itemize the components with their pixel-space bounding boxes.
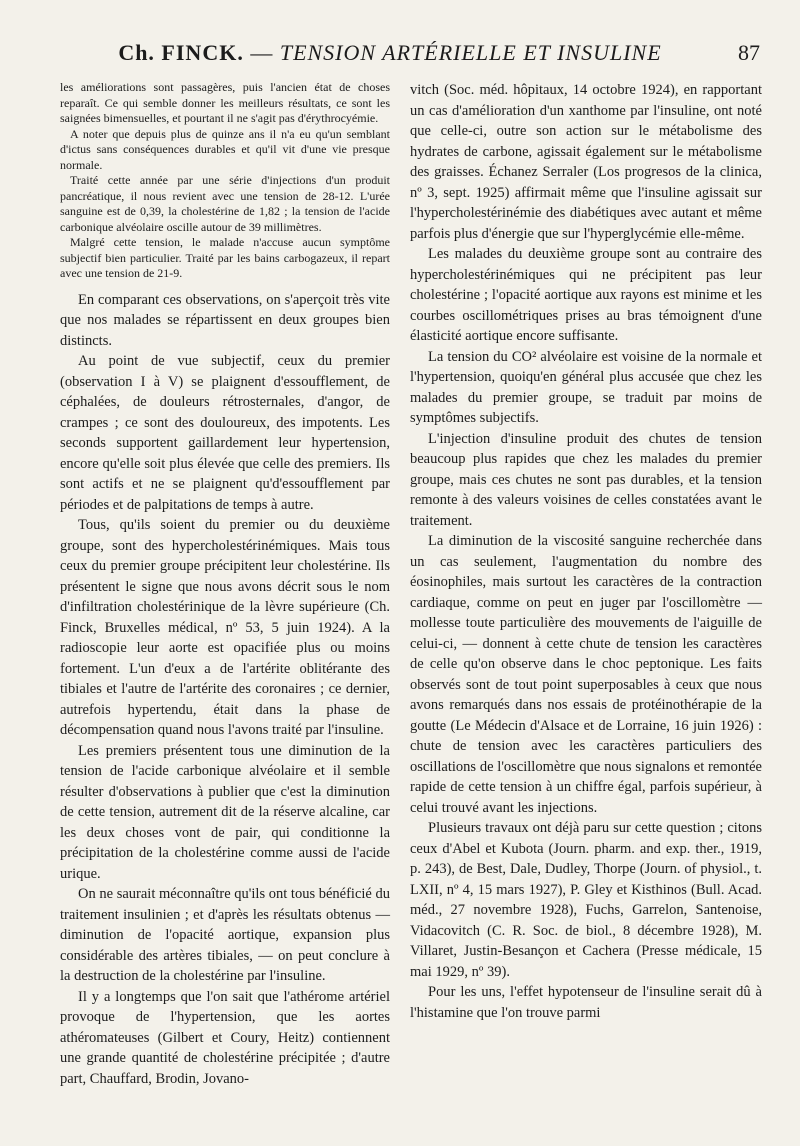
body-paragraph: Au point de vue subjectif, ceux du premier (observation I à V) se plaignent d'essoufflement, de céphalées, de douleurs rétrosternales, d'angor, de crampes ; ce sont des douloureux, des impotents. Les seconds supportent gaillardement leur hypertension, encore qu'elle soit plus élevée que celle des premiers. Ils sont actifs et ne se plaignent qu'd'essoufflement par périodes et de palpitations de temps à autre. bbox=[60, 353, 390, 513]
body-paragraph: Les malades du deuxième groupe sont au contraire des hypercholestérinémiques qui ne précipitent pas leur cholestérine ; l'opacité aortique aux rayons est minime et les courbes oscillométriques prises au bras témoignent d'une élasticité aortique encore suffisante. bbox=[410, 246, 762, 344]
body-paragraph: On ne saurait méconnaître qu'ils ont tous bénéficié du traitement insulinien ; et d'après les résultats obtenus — diminution de l'opacité aortique, expansion plus considérable des artères tibiales, — on peut conclure à la destruction de la cholestérine par l'insuline. bbox=[60, 886, 390, 984]
case-report-block bbox=[60, 80, 390, 282]
body-paragraph: Plusieurs travaux ont déjà paru sur cette question ; citons ceux d'Abel et Kubota (Journ. pharm. and exp. ther., 1919, p. 243), de Best, Dale, Dudley, Thorpe (Journ. of physiol., t. LXII, nº 4, 15 mars 1927), P. Gley et Kisthinos (Bull. Acad. méd., 27 novembre 1928), Fuchs, Garrelon, Santenoise, Vidacovitch (C. R. Soc. de biol., 8 décembre 1928), M. Villaret, Justin-Besançon et Cachera (Presse médicale, 15 mai 1929, nº 39). bbox=[410, 820, 762, 980]
body-paragraph: Il y a longtemps que l'on sait que l'athérome artériel provoque de l'hypertension, que les aortes athéromateuses (Gilbert et Coury, Heitz) contiennent une grande quantité de cholestérine précipitée ; d'autre part, Chauffard, Brodin, Jovano- bbox=[60, 988, 390, 1087]
left-column bbox=[60, 80, 390, 1089]
page-number: 87 bbox=[738, 40, 760, 65]
body-paragraph: Les premiers présentent tous une diminution de la tension de l'acide carbonique alvéolaire et il semble résulter d'observations à publier que c'est la diminution de cette tension, autrement dit de la réserve alcaline, car les deux choses vont de pair, qui conditionne la précipitation de la cholestérine comme aussi de l'acide urique. bbox=[60, 742, 390, 882]
body-paragraph: vitch (Soc. méd. hôpitaux, 14 octobre 1924), en rapportant un cas d'amélioration d'un xanthome par l'insuline, ont noté que celle-ci, outre son action sur le métabolisme des hydrates de carbone, agissait également sur le métabolisme des graisses. Échanez Serraler (Los progresos de la clinica, nº 3, sept. 1925) affirmait même que l'insuline agissait sur l'hypercholestérinémie des diabétiques avec autant et même parfois plus d'énergie que sur l'hyperglycémie elle-même. bbox=[410, 82, 762, 242]
header-topic: TENSION ARTÉRIELLE ET INSULINE bbox=[279, 40, 662, 65]
header-title bbox=[60, 40, 720, 66]
header-author: Ch. FINCK. bbox=[118, 40, 244, 65]
left-body-text bbox=[60, 290, 390, 1090]
small-paragraph: A noter que depuis plus de quinze ans il n'a eu qu'un semblant d'ictus sans conséquences durables et qu'il vit d'une vie presque normale. bbox=[60, 126, 390, 172]
body-paragraph: La tension du CO² alvéolaire est voisine de la normale et l'hypertension, quoiqu'en général plus accusée que chez les malades du premier groupe, se traduit par moins de symptômes subjectifs. bbox=[410, 348, 762, 426]
header-dash: — bbox=[243, 40, 280, 65]
small-paragraph: Traité cette année par une série d'injections d'un produit pancréatique, il nous revient avec une tension de 28-12. L'urée sanguine est de 0,39, la cholestérine de 1,82 ; la tension de l'acide carbonique alvéolaire oscille autour de 39 millimètres. bbox=[60, 173, 390, 234]
right-column bbox=[410, 80, 762, 1023]
body-paragraph: En comparant ces observations, on s'aperçoit très vite que nos malades se répartissent en deux groupes bien distincts. bbox=[60, 291, 390, 349]
running-header bbox=[60, 40, 760, 70]
small-paragraph: Malgré cette tension, le malade n'accuse aucun symptôme subjectif bien particulier. Traité par les bains carbogazeux, il repart avec une tension de 21-9. bbox=[60, 235, 390, 280]
body-paragraph: L'injection d'insuline produit des chutes de tension beaucoup plus rapides que chez les malades du premier groupe, mais ces chutes ne sont pas durables, et la tension remonte à des valeurs voisines de celles constatées avant le traitement. bbox=[410, 430, 762, 529]
body-paragraph: La diminution de la viscosité sanguine recherchée dans un cas seulement, l'augmentation du nombre des éosinophiles, mais surtout les caractères de la contraction cardiaque, comme on peut en juger par l'oscillomètre — mollesse toute particulière des mouvements de l'aiguille de celui-ci, — donnent à cette chute de tension les caractères de celle qu'on observe dans le choc peptonique. Les faits observés sont de tout point superposables à ceux que nous avons remarqués dans nos essais de protéinothérapie de la goutte (Le Médecin d'Alsace et de Lorraine, 16 juin 1926) : chute de tension avec les caractères particuliers des oscillations de l'oscillomètre que nous signalons et remontée rapide de cette tension à un chiffre égal, parfois supérieur, à celui trouvé avant les injections. bbox=[410, 533, 762, 816]
body-paragraph: Pour les uns, l'effet hypotenseur de l'insuline serait dû à l'histamine que l'on trouve parmi bbox=[410, 984, 762, 1021]
body-paragraph: Tous, qu'ils soient du premier ou du deuxième groupe, sont des hypercholestérinémiques. Mais tous ceux du premier groupe précipitent leur cholestérine. Ils présentent le signe que nous avons décrit sous le nom d'infiltration cholestérinique de la lèvre supérieure (Ch. Finck, Bruxelles médical, nº 53, 5 juin 1924). A la radioscopie leur aorte est opacifiée plus ou moins fortement. L'un d'eux a de l'artérite oblitérante des tibiales et l'autre de l'artérite des coronaires ; ce dernier, autrefois hypertendu, était dans la phase de décompensation quand nous l'avons traité par l'insuline. bbox=[60, 517, 390, 738]
small-paragraph: les améliorations sont passagères, puis l'ancien état de choses reparaît. Ce qui semble donner les meilleurs résultats, ce sont les saignées bimensuelles, et pourtant il ne s'agit pas d'érythrocyémie. bbox=[60, 80, 390, 125]
